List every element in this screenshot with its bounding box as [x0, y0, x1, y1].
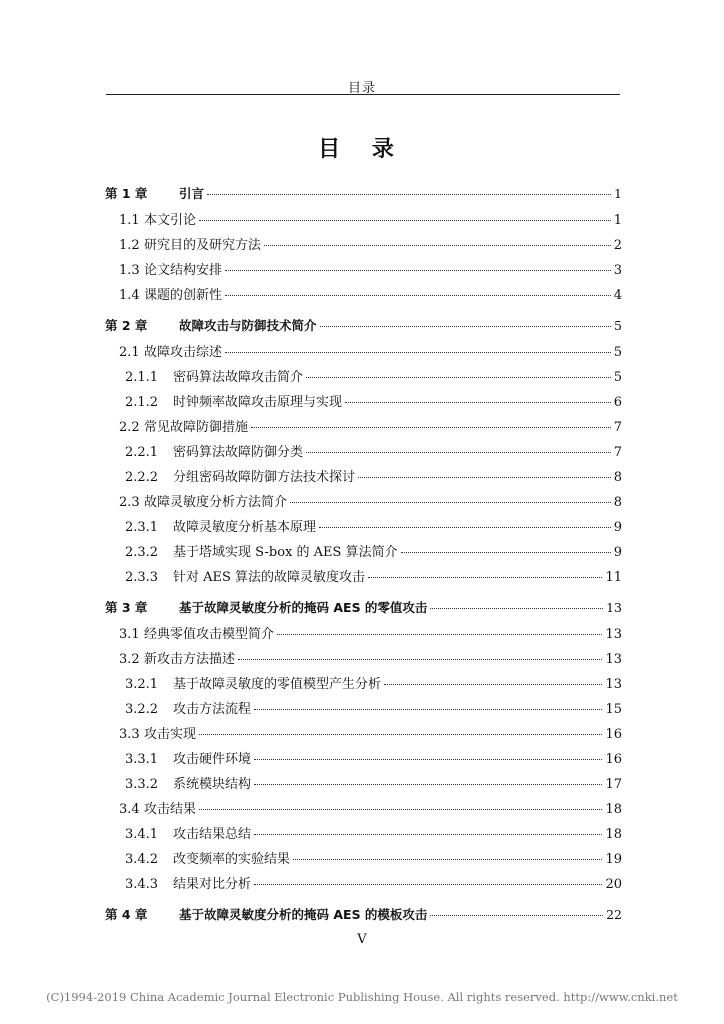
- toc-number: 1.2: [119, 238, 140, 253]
- toc-page: 19: [605, 852, 622, 867]
- toc-number: 3.3.1: [125, 752, 159, 767]
- toc-label: 研究目的及研究方法: [144, 238, 262, 253]
- toc-page: 16: [605, 727, 622, 742]
- toc-page: 17: [605, 777, 622, 792]
- toc-page: 13: [605, 652, 622, 667]
- toc-subsection[interactable]: [125, 673, 622, 693]
- toc-subsection[interactable]: [125, 516, 622, 536]
- dot-leader: [306, 451, 611, 453]
- toc-label: 故障攻击与防御技术简介: [179, 318, 317, 333]
- toc-number: 2.2.2: [125, 470, 159, 485]
- toc-section[interactable]: [119, 259, 622, 279]
- toc-title: 目 录: [318, 137, 406, 162]
- toc-label: 基于故障灵敏度的零值模型产生分析: [173, 677, 382, 692]
- toc-page: 18: [605, 802, 622, 817]
- toc-subsection[interactable]: [125, 391, 622, 411]
- toc-label: 针对 AES 算法的故障灵敏度攻击: [173, 570, 366, 585]
- toc-number: 2.2: [119, 420, 140, 435]
- toc-page: 15: [605, 702, 622, 717]
- toc-page: 1: [614, 186, 622, 201]
- toc-page: 9: [613, 520, 622, 535]
- toc-number: 2.3.1: [125, 520, 159, 535]
- toc-subsection[interactable]: [125, 848, 622, 868]
- toc-label: 故障攻击综述: [144, 345, 223, 360]
- toc-subsection[interactable]: [125, 698, 622, 718]
- dot-leader: [401, 551, 611, 553]
- dot-leader: [358, 476, 611, 478]
- toc-number: 3.4.1: [125, 827, 159, 842]
- toc-subsection[interactable]: [125, 441, 622, 461]
- toc-label: 常见故障防御措施: [144, 420, 249, 435]
- toc-label: 攻击结果总结: [173, 827, 252, 842]
- toc-section[interactable]: [119, 723, 622, 743]
- toc-number: 2.2.1: [125, 445, 159, 460]
- toc-number: 3.2.2: [125, 702, 159, 717]
- toc-label: 故障灵敏度分析方法简介: [144, 495, 288, 510]
- dot-leader: [199, 219, 611, 221]
- toc-label: 故障灵敏度分析基本原理: [173, 520, 317, 535]
- toc-page: 8: [613, 470, 622, 485]
- toc-number: 3.4.2: [125, 852, 159, 867]
- toc-section[interactable]: [119, 209, 622, 229]
- toc-number: 3.4: [119, 802, 140, 817]
- toc-number: 2.1: [119, 345, 140, 360]
- toc-page: 5: [613, 370, 622, 385]
- dot-leader: [254, 758, 602, 760]
- toc-number: 1.4: [119, 288, 140, 303]
- dot-leader: [345, 401, 611, 403]
- toc-number: 3.4.3: [125, 877, 159, 892]
- toc-page: 7: [613, 420, 622, 435]
- toc-subsection[interactable]: [125, 873, 622, 893]
- toc-label: 新攻击方法描述: [144, 652, 236, 667]
- toc-number: 3.2: [119, 652, 140, 667]
- dot-leader: [264, 244, 611, 246]
- toc-chapter[interactable]: [105, 316, 622, 336]
- dot-leader: [254, 783, 602, 785]
- toc-number: 第 2 章: [105, 318, 148, 333]
- header-rule: [106, 94, 620, 95]
- toc-number: 2.3: [119, 495, 140, 510]
- toc-label: 密码算法故障攻击简介: [173, 370, 304, 385]
- toc-number: 2.1.1: [125, 370, 159, 385]
- toc-section[interactable]: [119, 416, 622, 436]
- page-number: V: [357, 932, 367, 947]
- toc-page: 1: [613, 213, 622, 228]
- toc-number: 第 3 章: [105, 600, 148, 615]
- toc-page: 3: [613, 263, 622, 278]
- dot-leader: [254, 833, 602, 835]
- toc-number: 3.3.2: [125, 777, 159, 792]
- dot-leader: [290, 501, 611, 503]
- toc-page: 4: [613, 288, 622, 303]
- dot-leader: [225, 269, 611, 271]
- toc-label: 改变频率的实验结果: [173, 852, 291, 867]
- toc-subsection[interactable]: [125, 748, 622, 768]
- toc-page: 7: [613, 445, 622, 460]
- toc-number: 1.1: [119, 213, 140, 228]
- dot-leader: [306, 376, 611, 378]
- toc-label: 攻击方法流程: [173, 702, 252, 717]
- dot-leader: [254, 883, 602, 885]
- toc-label: 攻击结果: [144, 802, 197, 817]
- toc-page: 13: [605, 627, 622, 642]
- dot-leader: [277, 633, 602, 635]
- toc-label: 经典零值攻击模型简介: [144, 627, 275, 642]
- toc-chapter[interactable]: [105, 905, 622, 925]
- toc-page: 11: [605, 570, 622, 585]
- toc-number: 3.2.1: [125, 677, 159, 692]
- toc-label: 攻击实现: [144, 727, 197, 742]
- toc-subsection[interactable]: [125, 823, 622, 843]
- toc-section[interactable]: [119, 341, 622, 361]
- toc-subsection[interactable]: [125, 466, 622, 486]
- toc-label: 系统模块结构: [173, 777, 252, 792]
- dot-leader: [368, 576, 602, 578]
- copyright-footer: (C)1994-2019 China Academic Journal Electronic Publishing House. All rights reserved. http://www.cnki.net: [46, 990, 678, 1004]
- toc-page: 5: [613, 345, 622, 360]
- dot-leader: [293, 858, 602, 860]
- toc-number: 第 4 章: [105, 907, 148, 922]
- toc-number: 2.3.2: [125, 545, 159, 560]
- toc-page: 22: [606, 907, 622, 922]
- dot-leader: [384, 683, 602, 685]
- dot-leader: [319, 526, 611, 528]
- toc-number: 3.3: [119, 727, 140, 742]
- toc-label: 本文引论: [144, 213, 197, 228]
- toc-section[interactable]: [119, 648, 622, 668]
- toc-label: 密码算法故障防御分类: [173, 445, 304, 460]
- toc-label: 结果对比分析: [173, 877, 252, 892]
- dot-leader: [225, 294, 611, 296]
- running-header: 目录: [347, 81, 376, 96]
- toc-page: 13: [606, 600, 622, 615]
- toc-section[interactable]: [119, 623, 622, 643]
- toc-section[interactable]: [119, 234, 622, 254]
- toc-subsection[interactable]: [125, 773, 622, 793]
- dot-leader: [430, 607, 603, 609]
- toc-label: 引言: [179, 186, 205, 201]
- toc-number: 3.1: [119, 627, 140, 642]
- toc-page: 16: [605, 752, 622, 767]
- toc-page: 2: [613, 238, 622, 253]
- dot-leader: [207, 193, 611, 195]
- toc-subsection[interactable]: [125, 566, 622, 586]
- toc-label: 基于故障灵敏度分析的掩码 AES 的模板攻击: [179, 907, 428, 922]
- toc-page: 6: [613, 395, 622, 410]
- dot-leader: [320, 325, 612, 327]
- toc-section[interactable]: [119, 798, 622, 818]
- dot-leader: [225, 351, 611, 353]
- toc-label: 基于塔域实现 S-box 的 AES 算法简介: [173, 545, 398, 560]
- toc-chapter[interactable]: [105, 598, 622, 618]
- toc-page: 5: [614, 318, 622, 333]
- toc-number: 1.3: [119, 263, 140, 278]
- toc-number: 第 1 章: [105, 186, 148, 201]
- dot-leader: [254, 708, 602, 710]
- toc-label: 分组密码故障防御方法技术探讨: [173, 470, 356, 485]
- dot-leader: [251, 426, 611, 428]
- toc-subsection[interactable]: [125, 366, 622, 386]
- toc-label: 基于故障灵敏度分析的掩码 AES 的零值攻击: [179, 600, 428, 615]
- dot-leader: [199, 808, 602, 810]
- dot-leader: [199, 733, 602, 735]
- toc-number: 2.3.3: [125, 570, 159, 585]
- toc-page: 8: [613, 495, 622, 510]
- toc-page: 20: [605, 877, 622, 892]
- toc-page: 9: [613, 545, 622, 560]
- toc-chapter[interactable]: [105, 184, 622, 204]
- dot-leader: [238, 658, 602, 660]
- toc-section[interactable]: [119, 491, 622, 511]
- toc-label: 论文结构安排: [144, 263, 223, 278]
- toc-page: 18: [605, 827, 622, 842]
- toc-section[interactable]: [119, 284, 622, 304]
- dot-leader: [430, 914, 603, 916]
- toc-label: 时钟频率故障攻击原理与实现: [173, 395, 343, 410]
- toc-label: 攻击硬件环境: [173, 752, 252, 767]
- toc-subsection[interactable]: [125, 541, 622, 561]
- toc-page: 13: [605, 677, 622, 692]
- toc-label: 课题的创新性: [144, 288, 223, 303]
- toc-number: 2.1.2: [125, 395, 159, 410]
